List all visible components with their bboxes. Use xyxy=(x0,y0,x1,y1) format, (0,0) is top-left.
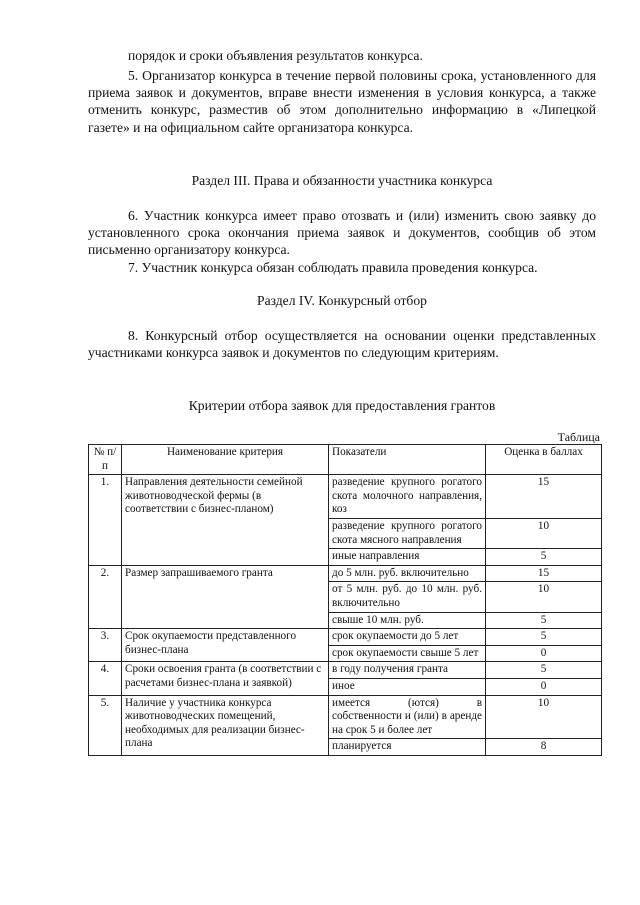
indicator: свыше 10 млн. руб. xyxy=(329,612,486,629)
header-name: Наименование критерия xyxy=(122,445,329,475)
score: 5 xyxy=(486,662,602,679)
score: 0 xyxy=(486,645,602,662)
criterion-name: Направления деятельности семейной животноводческой фермы (в соответствии с бизнес-планом) xyxy=(122,475,329,566)
indicator: в году получения гранта xyxy=(329,662,486,679)
header-num: № п/п xyxy=(89,445,122,475)
criterion-number: 1. xyxy=(89,475,122,566)
paragraph-8: 8. Конкурсный отбор осуществляется на основании оценки представленных участниками конкурса заявок и документов по следующим критериям. xyxy=(88,328,596,361)
table-row xyxy=(89,565,602,582)
criterion-number: 4. xyxy=(89,662,122,695)
table-header-row xyxy=(89,445,602,475)
score: 0 xyxy=(486,678,602,695)
score: 5 xyxy=(486,549,602,566)
indicator: иные направления xyxy=(329,549,486,566)
score: 15 xyxy=(486,475,602,519)
table-row xyxy=(89,475,602,519)
indicator: до 5 млн. руб. включительно xyxy=(329,565,486,582)
indicator: срок окупаемости до 5 лет xyxy=(329,629,486,646)
criterion-name: Размер запрашиваемого гранта xyxy=(122,565,329,628)
criterion-number: 5. xyxy=(89,695,122,755)
score: 15 xyxy=(486,565,602,582)
indicator: от 5 млн. руб. до 10 млн. руб. включительно xyxy=(329,582,486,612)
paragraph-results-order: порядок и сроки объявления результатов конкурса. xyxy=(128,48,423,63)
paragraph-6: 6. Участник конкурса имеет право отозвать и (или) изменить свою заявку до установленного срока окончания приема заявок и документов, сообщив об этом письменно организатору конкурса. xyxy=(88,208,596,258)
score: 5 xyxy=(486,612,602,629)
indicator: имеется (ются) в собственности и (или) в аренде на срок 5 и более лет xyxy=(329,695,486,739)
indicator: разведение крупного рогатого скота мясного направления xyxy=(329,518,486,548)
score: 10 xyxy=(486,518,602,548)
criteria-table xyxy=(88,444,602,756)
indicator: срок окупаемости свыше 5 лет xyxy=(329,645,486,662)
section-3-heading: Раздел III. Права и обязанности участника конкурса xyxy=(191,173,493,188)
score: 10 xyxy=(486,695,602,739)
table-row xyxy=(89,629,602,646)
criterion-name: Сроки освоения гранта (в соответствии с расчетами бизнес-плана и заявкой) xyxy=(122,662,329,695)
table-label: Таблица xyxy=(557,430,600,444)
criterion-number: 3. xyxy=(89,629,122,662)
criterion-number: 2. xyxy=(89,565,122,628)
indicator: иное xyxy=(329,678,486,695)
paragraph-7: 7. Участник конкурса обязан соблюдать правила проведения конкурса. xyxy=(128,260,538,275)
table-row xyxy=(89,695,602,739)
indicator: разведение крупного рогатого скота молочного направления, коз xyxy=(329,475,486,519)
score: 8 xyxy=(486,739,602,756)
header-indicators: Показатели xyxy=(329,445,486,475)
table-title: Критерии отбора заявок для предоставления грантов xyxy=(188,398,496,413)
criterion-name: Срок окупаемости представленного бизнес-плана xyxy=(122,629,329,662)
indicator: планируется xyxy=(329,739,486,756)
criterion-name: Наличие у участника конкурса животноводческих помещений, необходимых для реализации бизнес-плана xyxy=(122,695,329,755)
header-score: Оценка в баллах xyxy=(486,445,602,475)
score: 10 xyxy=(486,582,602,612)
paragraph-5: 5. Организатор конкурса в течение первой половины срока, установленного для приема заявок и документов, вправе внести изменения в условия конкурса, а также отменить конкурс, разместив об этом дополнительно информацию в «Липецкой газете» и на официальном сайте организатора конкурса. xyxy=(88,68,596,135)
table-body xyxy=(89,475,602,756)
score: 5 xyxy=(486,629,602,646)
section-4-heading: Раздел IV. Конкурсный отбор xyxy=(257,293,427,308)
table-row xyxy=(89,662,602,679)
